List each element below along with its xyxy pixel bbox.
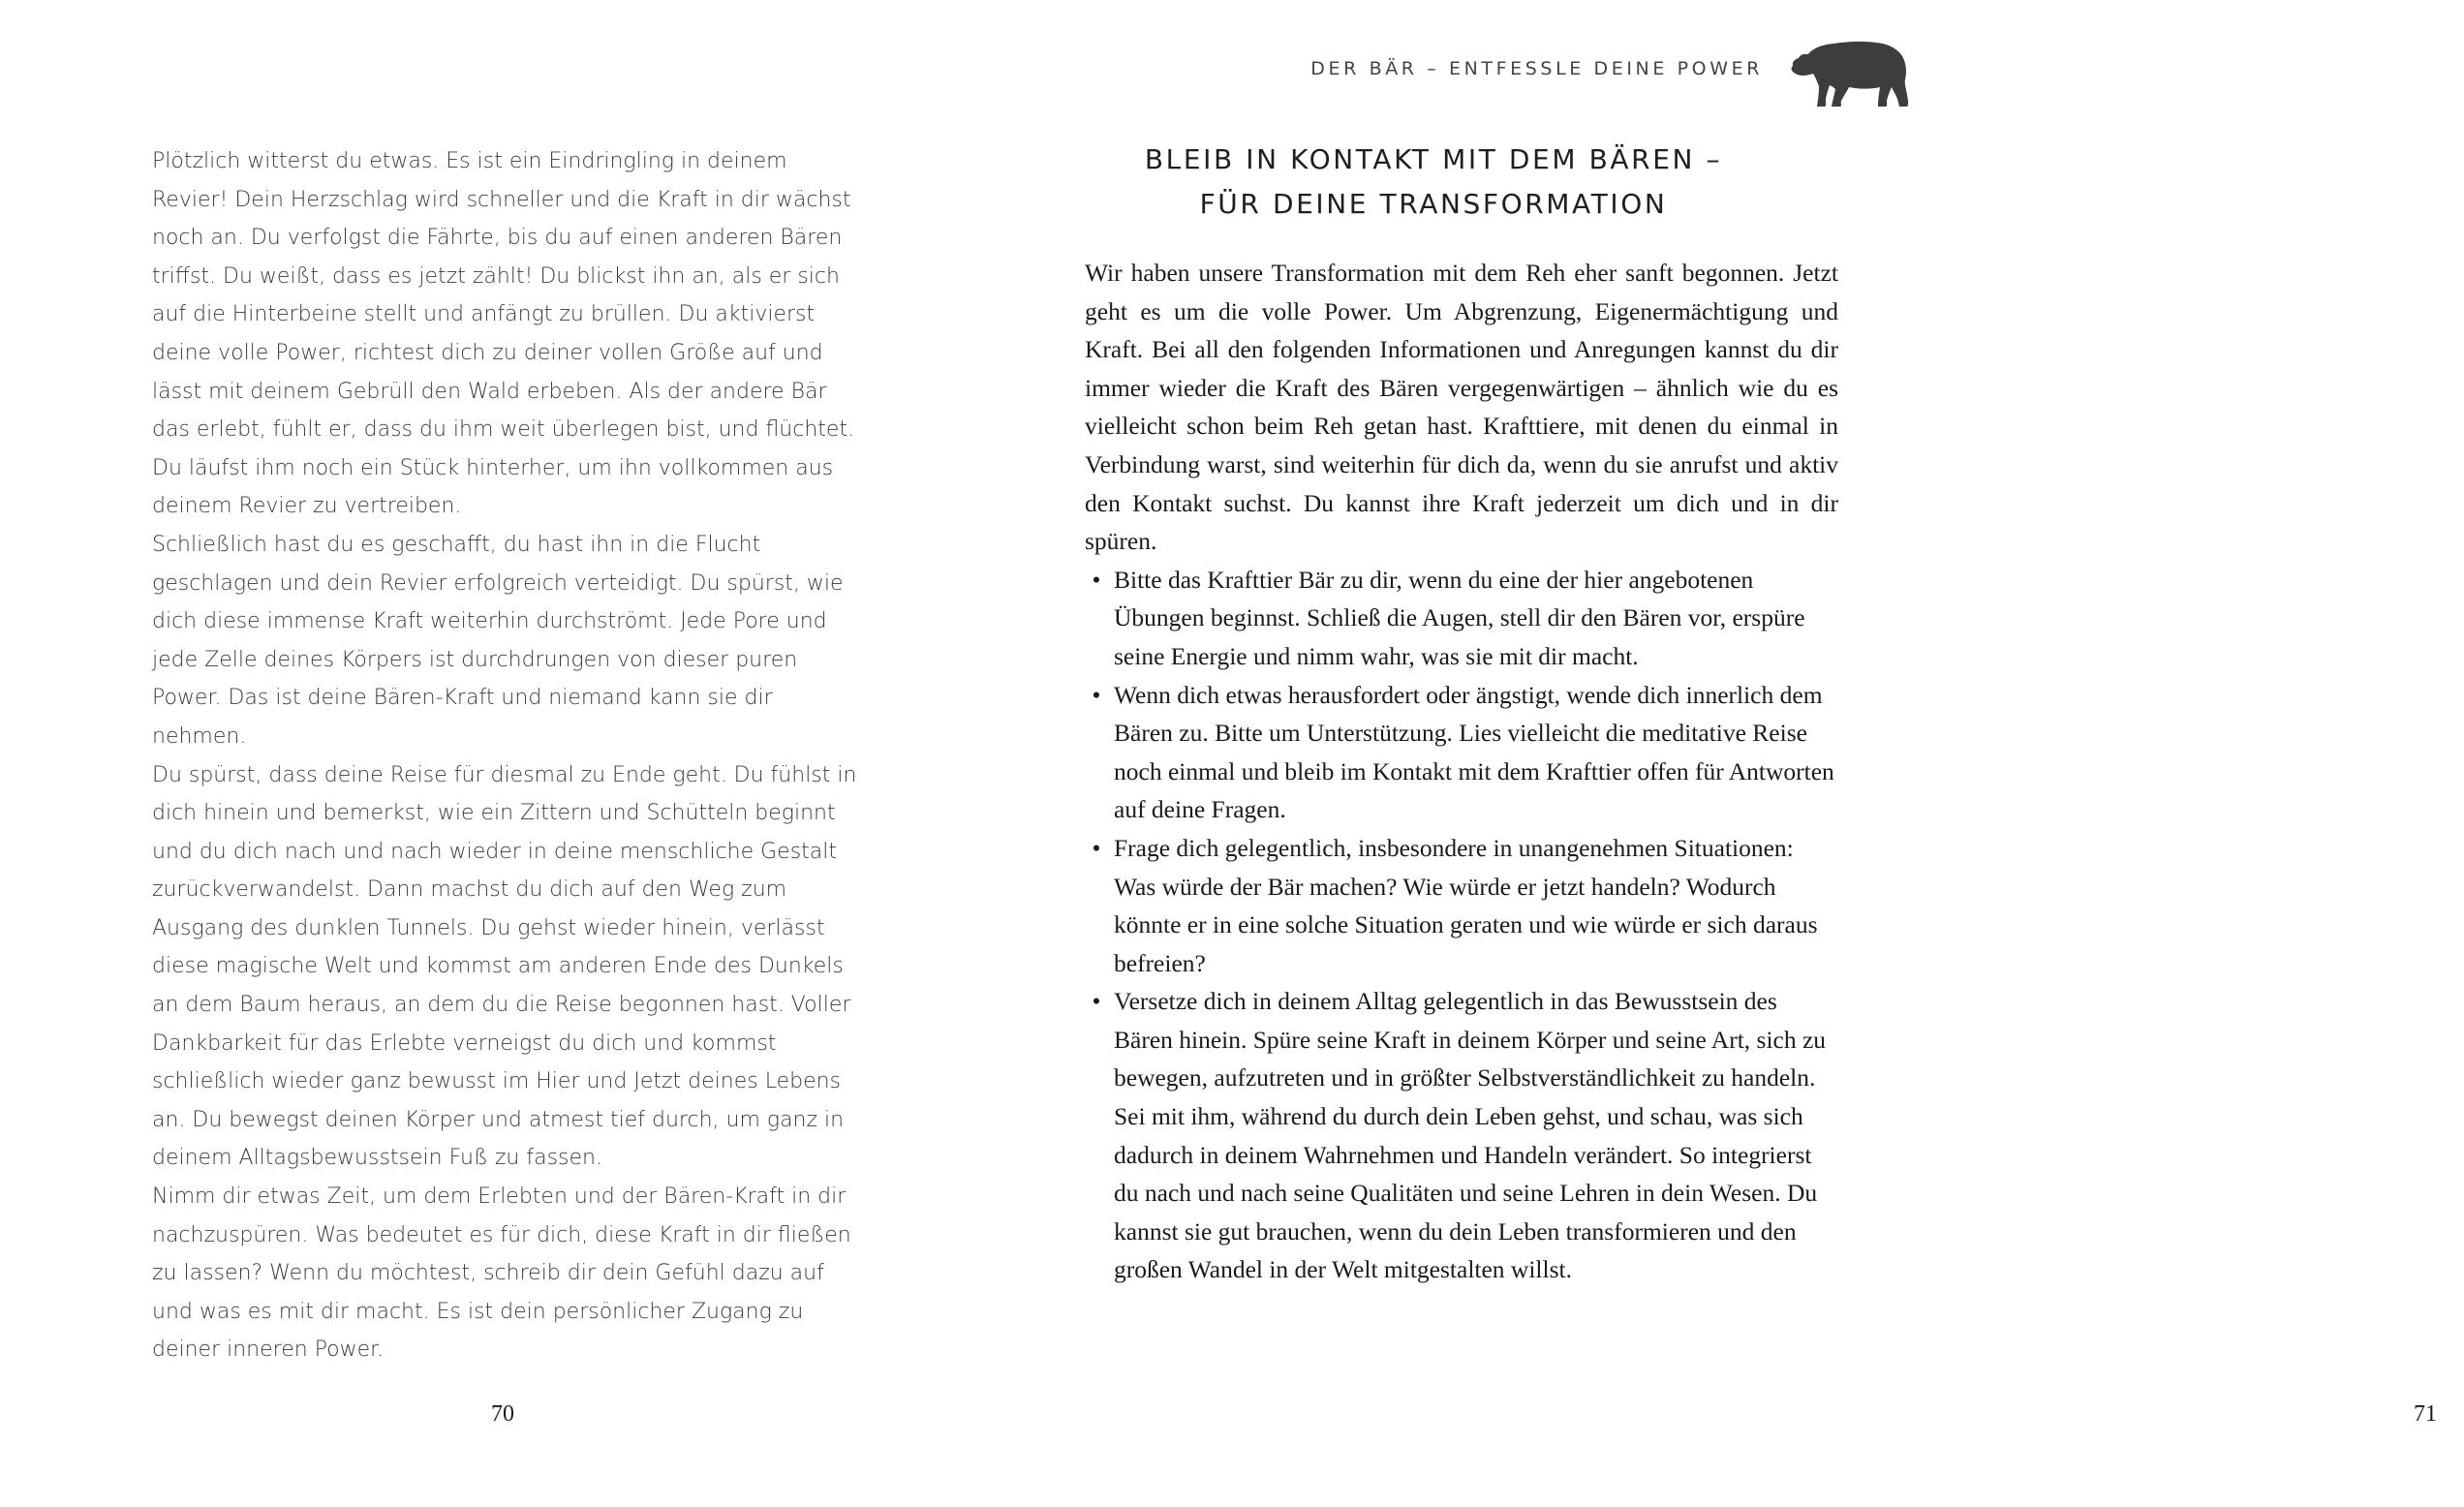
left-paragraph-1: Plötzlich witterst du etwas. Es ist ein Eindringling in deinem Revier! Dein Herzschlag wird schneller und die Kraft in dir wächst noch an. Du verfolgst die Fährte, bis du auf einen anderen Bären triffst. Du weißt, dass es jetzt zählt! Du blickst ihn an, als er sich auf die Hinterbeine stellt und anfängt zu brüllen. Du aktivierst deine volle Power, richtest dich zu deiner vollen Größe auf und lässt mit deinem Gebrüll den Wald erbeben. Als der andere Bär das erlebt, fühlt er, dass du ihm weit überlegen bist, und flüchtet. Du läufst ihm noch ein Stück hinterher, um ihn vollkommen aus deinem Revier zu vertreiben. [152,149,855,519]
bear-silhouette-icon [1787,33,1913,110]
right-page [969,0,2437,1507]
section-title-line-2: FÜR DEINE TRANSFORMATION [1199,188,1668,220]
right-body-text [1085,254,1838,1289]
page-number-left: 70 [491,1401,514,1427]
left-paragraph-4: Nimm dir etwas Zeit, um dem Erlebten und der Bären-Kraft in dir nachzuspüren. Was bedeutet es für dich, diese Kraft in dir fließen zu lassen? Wenn du möchtest, schreib dir dein Gefühl dazu auf und was es mit dir macht. Es ist dein persönlicher Zugang zu deiner inneren Power. [152,1184,851,1363]
left-paragraph-3: Du spürst, dass deine Reise für diesmal zu Ende geht. Du fühlst in dich hinein und bemerkst, wie ein Zittern und Schütteln beginnt und du dich nach und nach wieder in deine menschliche Gestalt zurückverwandelst. Dann machst du dich auf den Weg zum Ausgang des dunklen Tunnels. Du gehst wieder hinein, verlässt diese magische Welt und kommst am anderen Ende des Dunkels an dem Baum heraus, an dem du die Reise begonnen hast. Voller Dankbarkeit für das Erlebte verneigst du dich und kommst schließlich wieder ganz bewusst im Hier und Jetzt deines Lebens an. Du bewegst deinen Körper und atmest tief durch, um ganz in deinem Alltagsbewusstsein Fuß zu fassen. [152,762,857,1171]
section-title-line-1: BLEIB IN KONTAKT MIT DEM BÄREN – [1144,143,1723,175]
section-title [1085,138,1782,227]
bullet-text: Bitte das Krafttier Bär zu dir, wenn du eine der hier angebotenen Übungen beginnst. Schließ die Augen, stell dir den Bären vor, erspüre seine Energie und nimm wahr, was sie mit dir macht. [1114,565,1805,670]
page-number-right: 71 [2414,1401,2437,1427]
bullet-icon: • [1092,987,1101,1016]
bullet-item [1085,676,1838,829]
bullet-item [1085,982,1838,1289]
bullet-list [1085,561,1838,1289]
intro-paragraph: Wir haben unsere Transformation mit dem Reh eher sanft begonnen. Jetzt geht es um die volle Power. Um Abgrenzung, Eigenermächtigung und Kraft. Bei all den folgenden Informationen und Anregungen kannst du dir immer wieder die Kraft des Bären vergegenwärtigen – ähnlich wie du es vielleicht schon beim Reh getan hast. Krafttiere, mit denen du einmal in Verbindung warst, sind weiterhin für dich da, wenn du sie anrufst und aktiv den Kontakt suchst. Du kannst ihre Kraft jederzeit um dich und in dir spüren. [1085,259,1838,556]
left-paragraph-2: Schließlich hast du es geschafft, du hast ihn in die Flucht geschlagen und dein Revier erfolgreich verteidigt. Du spürst, wie dich diese immense Kraft weiterhin durchströmt. Jede Pore und jede Zelle deines Körpers ist durchdrungen von dieser puren Power. Das ist deine Bären-Kraft und niemand kann sie dir nehmen. [152,532,844,749]
bullet-item [1085,561,1838,676]
bullet-icon: • [1092,680,1101,709]
bullet-text: Wenn dich etwas herausfordert oder ängstigt, wende dich innerlich dem Bären zu. Bitte um Unterstützung. Lies vielleicht die meditative Reise noch einmal und bleib im Kontakt mit dem Krafttier offen für Antworten auf deine Fragen. [1114,680,1834,824]
running-head: DER BÄR – ENTFESSLE DEINE POWER [1310,58,1763,79]
bullet-icon: • [1092,565,1101,594]
left-body-text [152,142,869,1369]
bullet-item [1085,829,1838,982]
bullet-text: Versetze dich in deinem Alltag gelegentlich in das Bewusstsein des Bären hinein. Spüre seine Kraft in deinem Körper und seine Art, sich zu bewegen, aufzutreten und in größter Selbstverständlichkeit zu handeln. Sei mit ihm, während du durch dein Leben gehst, und schau, was sich dadurch in deinem Wahrnehmen und Handeln verändert. So integrierst du nach und nach seine Qualitäten und seine Lehren in dein Wesen. Du kannst sie gut brauchen, wenn du dein Leben transformieren und den großen Wandel in der Welt mitgestalten willst. [1114,987,1827,1284]
left-page [0,0,969,1507]
bullet-icon: • [1092,833,1101,862]
bullet-text: Frage dich gelegentlich, insbesondere in unangenehmen Situationen: Was würde der Bär machen? Wie würde er jetzt handeln? Wodurch könnte er in eine solche Situation geraten und wie würde er sich daraus befreien? [1114,833,1818,977]
